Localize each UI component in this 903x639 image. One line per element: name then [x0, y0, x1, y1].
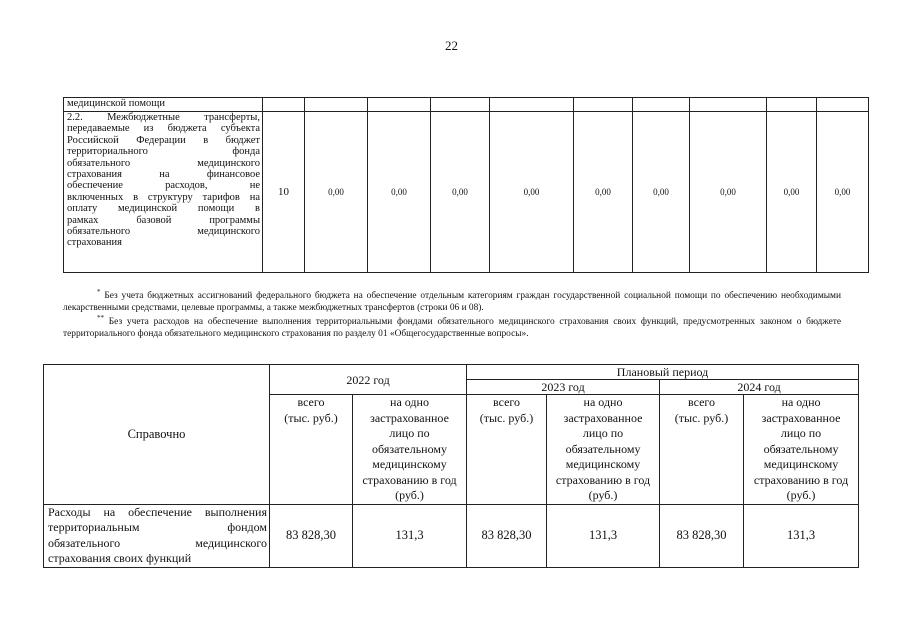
financing-table: [63, 97, 869, 273]
value-cell: 131,3: [353, 504, 467, 567]
value-cell: 0,00: [690, 112, 767, 273]
value-cell: 83 828,30: [467, 504, 547, 567]
value-cell: 0,00: [633, 112, 690, 273]
value-cell: 0,00: [490, 112, 574, 273]
table-row: [64, 98, 869, 112]
footnote-1: [63, 287, 841, 315]
value-cell: 83 828,30: [270, 504, 353, 567]
footnote-text: Без учета расходов на обеспечение выполнения территориальными фондами обязательного медицинского страхования своих функций, предусмотренных законом о бюджете территориального фонда обязательного медицинского страхования по разделу 01 «Общегосударственные вопросы».: [63, 317, 842, 339]
table-row: [64, 112, 869, 273]
row-label: медицинской помощи: [64, 98, 263, 112]
footnote-mark: **: [97, 314, 104, 322]
footnote-2: [63, 313, 841, 341]
col-per-person-header: на одно застрахованное лицо по обязательному медицинскому страхованию в год (руб.): [547, 395, 660, 505]
col-total-header: всего (тыс. руб.): [660, 395, 744, 505]
page-number: 22: [445, 38, 458, 53]
footnote-text: Без учета бюджетных ассигнований федерального бюджета на обеспечение отдельным категориям граждан государственной социальной помощи по обеспечению необходимыми лекарственными средствами, целевые программы, а также межбюджетных трансфертов (строки 06 и 08).: [63, 291, 842, 313]
value-cell: 0,00: [305, 112, 368, 273]
reference-label: Справочно: [44, 365, 270, 505]
table-row: [44, 504, 859, 567]
value-cell: 0,00: [767, 112, 817, 273]
value-cell: 0,00: [574, 112, 633, 273]
value-cell: 131,3: [547, 504, 660, 567]
year-2024-header: 2024 год: [660, 380, 859, 395]
planned-period-header: Плановый период: [467, 365, 859, 380]
row-label: 2.2. Межбюджетные трансферты, передаваемые из бюджета субъекта Российской Федерации в бюджет территориального фонда обязательного медицинского страхования на финансовое обеспечение расходов, не включенных в структуру тарифов на оплату медицинской помощи в рамках базовой программы обязательного медицинского страхования: [64, 112, 263, 273]
value-cell: 0,00: [368, 112, 431, 273]
row-label: Расходы на обеспечение выполнения территориальным фондом обязательного медицинского страхования своих функций: [44, 504, 270, 567]
row-code: 10: [263, 112, 305, 273]
year-2022-header: 2022 год: [270, 365, 467, 395]
value-cell: 131,3: [744, 504, 859, 567]
value-cell: 83 828,30: [660, 504, 744, 567]
reference-table: [43, 364, 859, 568]
value-cell: 0,00: [817, 112, 869, 273]
col-per-person-header: на одно застрахованное лицо по обязательному медицинскому страхованию в год (руб.): [744, 395, 859, 505]
year-2023-header: 2023 год: [467, 380, 660, 395]
col-total-header: всего (тыс. руб.): [270, 395, 353, 505]
col-per-person-header: на одно застрахованное лицо по обязательному медицинскому страхованию в год (руб.): [353, 395, 467, 505]
footnote-mark: *: [97, 288, 101, 296]
value-cell: 0,00: [431, 112, 490, 273]
col-total-header: всего (тыс. руб.): [467, 395, 547, 505]
